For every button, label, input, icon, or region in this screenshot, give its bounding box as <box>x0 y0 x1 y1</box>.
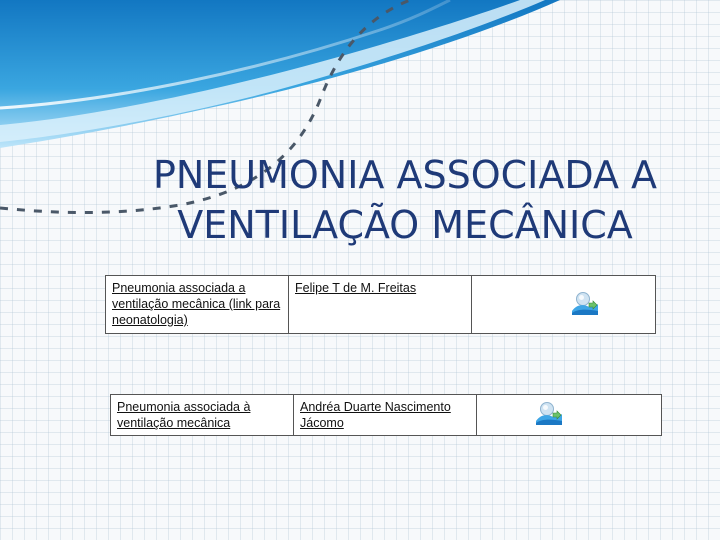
shortcut-cell <box>477 395 662 436</box>
reference-table-1 <box>105 275 656 334</box>
table-row <box>111 395 662 436</box>
table-row <box>106 276 656 334</box>
title-line-1: PNEUMONIA ASSOCIADA A <box>152 153 658 197</box>
link-cell <box>106 276 289 334</box>
shortcut-cell <box>472 276 656 334</box>
title-line-2: VENTILAÇÃO MECÂNICA <box>177 203 633 247</box>
author-cell <box>289 276 472 334</box>
slide-title <box>90 150 720 250</box>
author-link[interactable]: Felipe T de M. Freitas <box>295 281 417 295</box>
author-cell <box>294 395 477 436</box>
reference-table-2 <box>110 394 662 436</box>
link-cell <box>111 395 294 436</box>
reference-link[interactable]: Pneumonia associada a ventilação mecânica (link para neonatologia) <box>112 281 281 327</box>
web-shortcut-icon[interactable] <box>570 289 600 317</box>
web-shortcut-icon[interactable] <box>534 399 564 427</box>
reference-link[interactable]: Pneumonia associada à ventilação mecânica <box>117 400 251 430</box>
author-link[interactable]: Andréa Duarte Nascimento Jácomo <box>300 400 451 430</box>
